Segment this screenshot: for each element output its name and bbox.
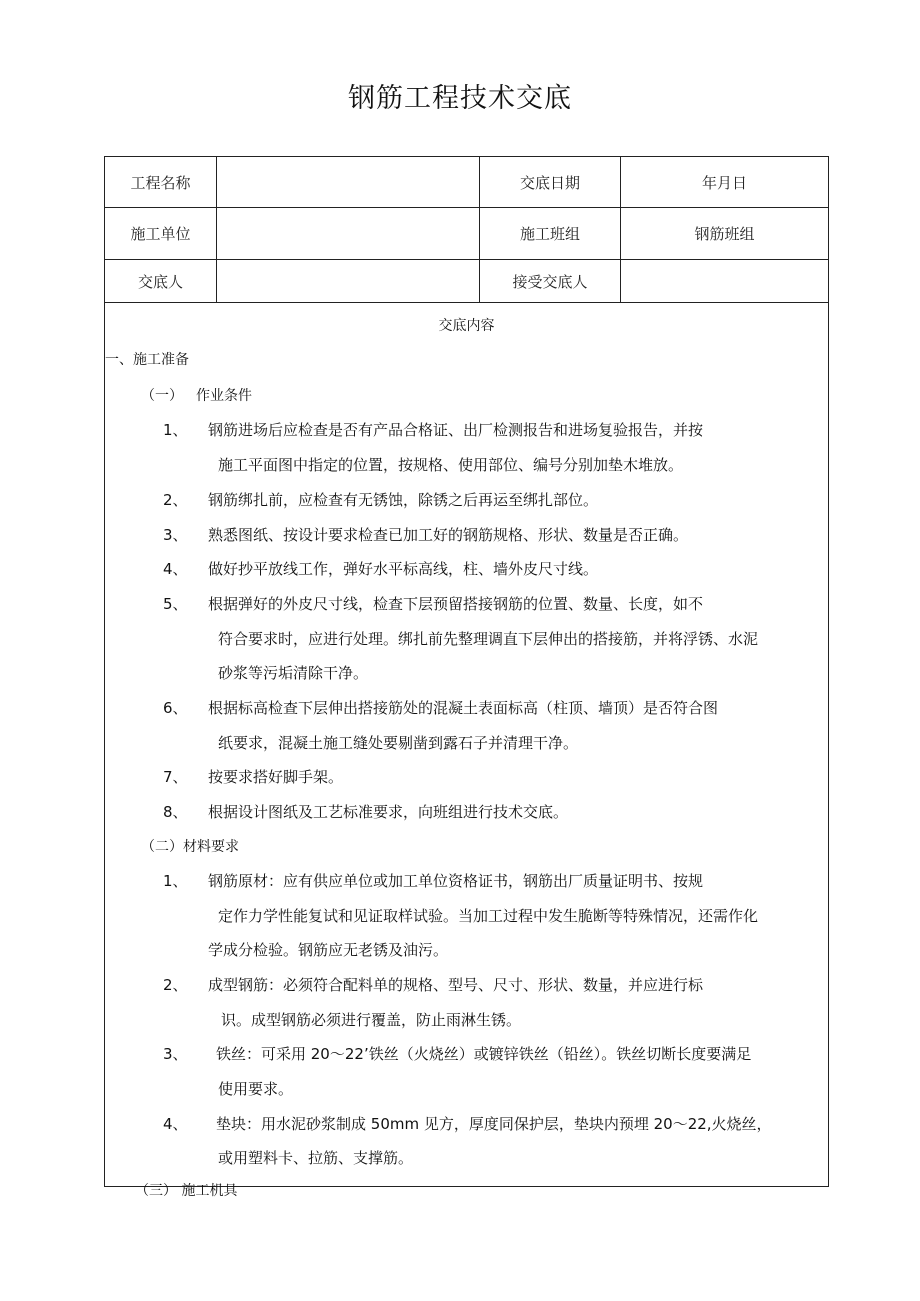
construction-unit-label: 施工单位 (130, 225, 191, 243)
list-item-number: 5、 (163, 595, 188, 613)
list-item-number: 2、 (163, 491, 188, 509)
technical-disclosure-form (104, 156, 829, 1199)
list-item-number: 6、 (163, 699, 188, 717)
list-item-text: 根据弹好的外皮尺寸线，检查下层预留搭接钢筋的位置、数量、长度，如不 (208, 595, 704, 613)
subsection-number: （一） (141, 388, 183, 404)
date-label: 交底日期 (519, 173, 580, 192)
list-item-text: 钢筋绑扎前，应检查有无锈蚀，除锈之后再运至绑扎部位。 (208, 491, 599, 509)
section-heading: 一、施工准备 (105, 352, 189, 368)
list-item-number: 1、 (163, 872, 188, 890)
list-item-text: 成型钢筋：必须符合配料单的规格、型号、尺寸、形状、数量，并应进行标 (208, 976, 704, 994)
receiver-label: 接受交底人 (512, 272, 588, 291)
list-item-number: 2、 (163, 976, 188, 994)
list-item-text: 垫块：用水泥砂浆制成 50mm 见方，厚度同保护层，垫块内预埋 20～22,火烧丝， (216, 1115, 772, 1133)
list-item-number: 4、 (163, 560, 188, 578)
document-title: 钢筋工程技术交底 (348, 83, 572, 114)
list-item-text: 符合要求时，应进行处理。绑扎前先整理调直下层伸出的搭接筋，并将浮锈、水泥 (218, 630, 759, 648)
subsection-title-cut-off: （三） 施工机具 (135, 1183, 238, 1199)
list-item-number: 8、 (163, 803, 188, 821)
project-name-label: 工程名称 (130, 173, 191, 192)
presenter-label: 交底人 (137, 272, 183, 291)
list-item-text: 纸要求，混凝土施工缝处要剔凿到露石子并清理干净。 (218, 734, 579, 752)
receiver-value (621, 260, 828, 302)
list-item-text: 识。成型钢筋必须进行覆盖，防止雨淋生锈。 (221, 1011, 522, 1029)
subsection-title: 作业条件 (196, 388, 252, 404)
list-item-number: 3、 (163, 526, 188, 544)
list-item-number: 4、 (163, 1115, 188, 1133)
list-item-text: 铁丝：可采用 20～22’铁丝（火烧丝）或镀锌铁丝（铅丝）。铁丝切断长度要满足 (216, 1045, 752, 1063)
date-value: 年月日 (701, 173, 747, 192)
list-item-text: 学成分检验。钢筋应无老锈及油污。 (208, 941, 449, 959)
presenter-value (217, 260, 479, 302)
list-item-text: 钢筋原材：应有供应单位或加工单位资格证书，钢筋出厂质量证明书、按规 (208, 872, 704, 890)
list-item-text: 熟悉图纸、按设计要求检查已加工好的钢筋规格、形状、数量是否正确。 (208, 526, 689, 544)
list-item-number: 7、 (163, 768, 188, 786)
list-item-text: 根据标高检查下层伸出搭接筋处的混凝土表面标高（柱顶、墙顶）是否符合图 (208, 699, 719, 717)
list-item-number: 3、 (163, 1045, 188, 1063)
list-item-text: 施工平面图中指定的位置，按规格、使用部位、编号分别加垫木堆放。 (218, 456, 684, 474)
list-item-number: 1、 (163, 421, 188, 439)
team-value: 钢筋班组 (694, 225, 755, 243)
construction-unit-value (217, 208, 479, 259)
list-item-text: 定作力学性能复试和见证取样试验。当加工过程中发生脆断等特殊情况，还需作化 (218, 907, 759, 925)
row-divider (105, 302, 828, 303)
list-item-text: 做好抄平放线工作，弹好水平标高线，柱、墙外皮尺寸线。 (208, 560, 599, 578)
content-heading: 交底内容 (438, 318, 495, 334)
list-item-text: 钢筋进场后应检查是否有产品合格证、出厂检测报告和进场复验报告，并按 (208, 421, 704, 439)
subsection-title: （二）材料要求 (141, 839, 239, 855)
list-item-text: 按要求搭好脚手架。 (208, 768, 344, 786)
list-item-text: 根据设计图纸及工艺标准要求，向班组进行技术交底。 (208, 803, 569, 821)
project-name-value (217, 157, 479, 207)
list-item-text: 或用塑料卡、拉筋、支撑筋。 (218, 1149, 414, 1167)
team-label: 施工班组 (519, 225, 580, 243)
list-item-text: 砂浆等污垢清除干净。 (218, 664, 369, 682)
list-item-text: 使用要求。 (218, 1080, 294, 1098)
